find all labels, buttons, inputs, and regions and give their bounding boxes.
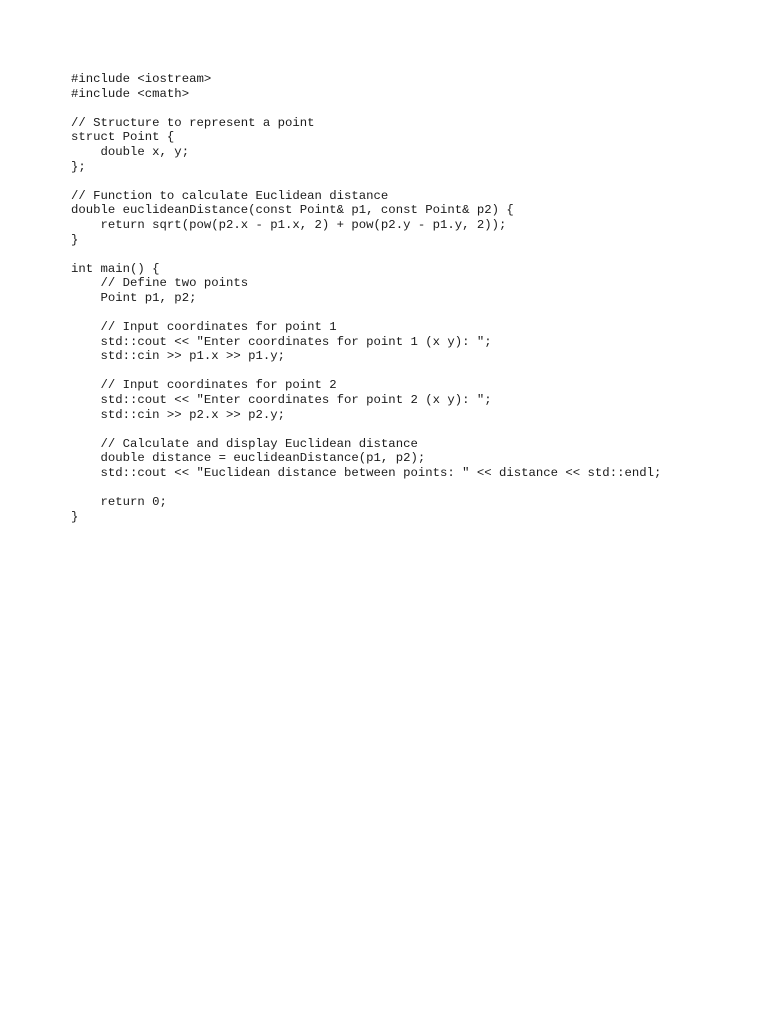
- code-line: #include <cmath>: [71, 86, 190, 101]
- code-line: double distance = euclideanDistance(p1, p2);: [71, 451, 426, 466]
- code-line: double euclideanDistance(const Point& p1, const Point& p2) {: [71, 203, 514, 218]
- code-line: struct Point {: [71, 130, 175, 145]
- code-line: [71, 247, 751, 262]
- code-line: [71, 101, 751, 116]
- code-line: // Function to calculate Euclidean distance: [71, 188, 389, 203]
- code-line: std::cin >> p1.x >> p1.y;: [71, 349, 286, 364]
- code-line: std::cout << "Enter coordinates for point 2 (x y): ";: [71, 393, 492, 408]
- code-line: int main() {: [71, 261, 160, 276]
- code-line: #include <iostream>: [71, 72, 212, 86]
- code-line: [71, 174, 751, 189]
- code-line: // Calculate and display Euclidean distance: [71, 436, 418, 451]
- code-line: Point p1, p2;: [71, 290, 197, 305]
- code-line: // Structure to represent a point: [71, 115, 315, 130]
- code-line: std::cout << "Enter coordinates for point 1 (x y): ";: [71, 334, 492, 349]
- code-line: // Input coordinates for point 1: [71, 320, 337, 335]
- code-line: return 0;: [71, 495, 167, 510]
- code-line: // Input coordinates for point 2: [71, 378, 337, 393]
- code-line: [71, 364, 751, 379]
- code-line: std::cout << "Euclidean distance between points: " << distance << std::endl;: [71, 466, 662, 481]
- code-line: [71, 481, 751, 496]
- code-line: double x, y;: [71, 144, 190, 159]
- code-line: };: [71, 159, 86, 174]
- code-line: // Define two points: [71, 276, 249, 291]
- code-line: std::cin >> p2.x >> p2.y;: [71, 407, 286, 422]
- code-line: }: [71, 232, 79, 247]
- code-line: [71, 422, 751, 437]
- code-line: [71, 306, 751, 321]
- code-line: }: [71, 509, 79, 524]
- code-listing: [71, 72, 751, 524]
- code-line: return sqrt(pow(p2.x - p1.x, 2) + pow(p2.y - p1.y, 2));: [71, 217, 507, 232]
